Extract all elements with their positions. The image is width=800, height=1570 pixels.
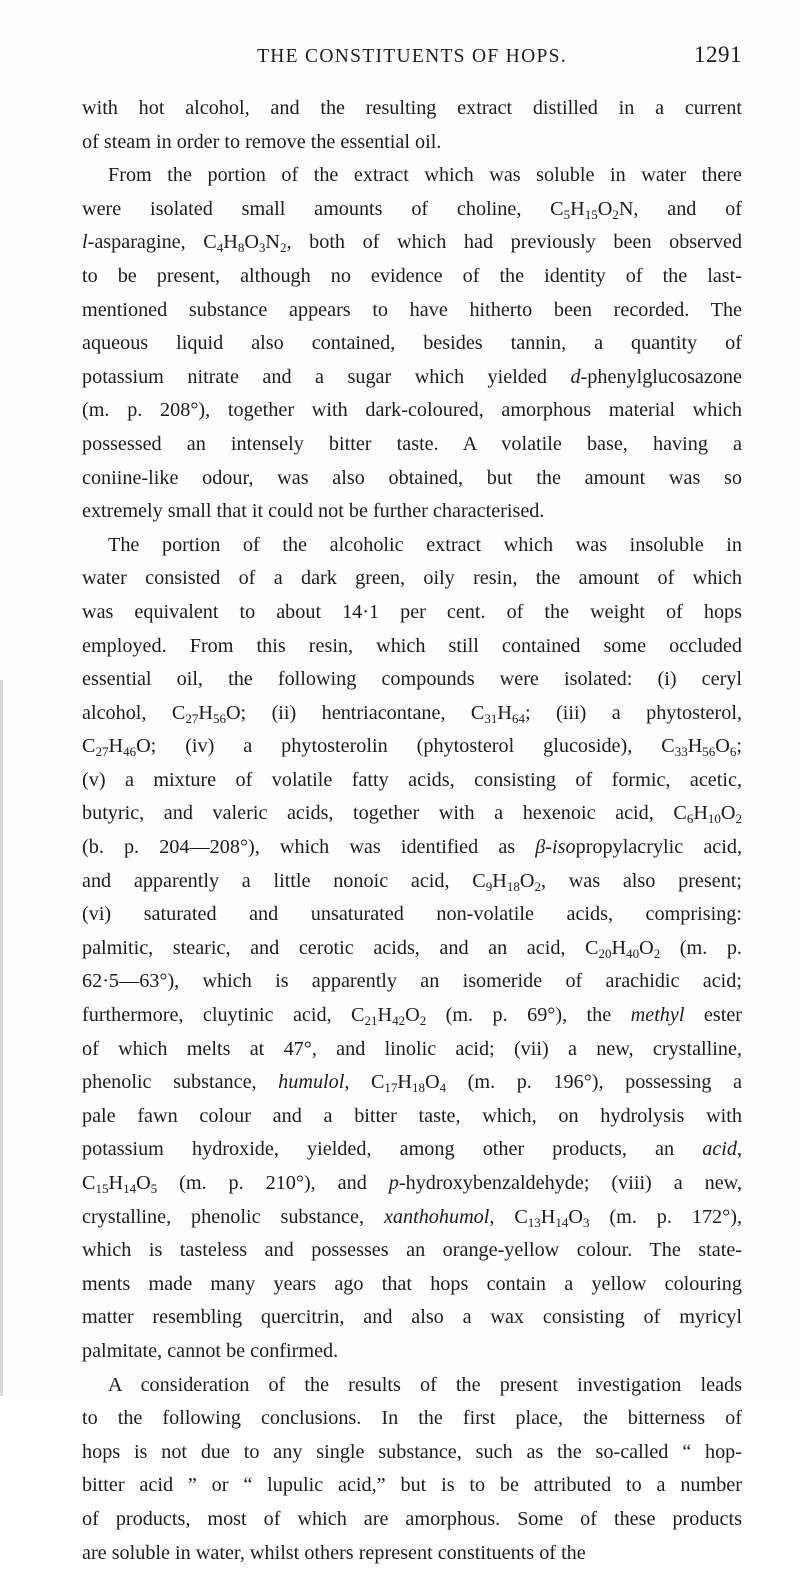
text-line: of products, most of which are amorphous. Some of these products <box>82 1507 742 1530</box>
paragraph <box>82 529 742 1369</box>
text-line: bitter acid ” or “ lupulic acid,” but is to be attributed to a number <box>82 1474 742 1497</box>
text-line: employed. From this resin, which still contained some occluded <box>82 634 742 657</box>
text-line: was equivalent to about 14·1 per cent. of the weight of hops <box>82 600 742 623</box>
text-line: of which melts at 47°, and linolic acid; (vii) a new, crystalline, <box>82 1037 742 1060</box>
text-line: potassium hydroxide, yielded, among other products, an acid, <box>82 1138 742 1161</box>
text-line: phenolic substance, humulol, $C_{17}H_{18}O_4$ (m. p. 196°), possessing a <box>82 1071 742 1096</box>
text-line: to the following conclusions. In the first place, the bitterness of <box>82 1407 742 1430</box>
text-line: were isolated small amounts of choline, $C_5H_{15}O_2N$, and of <box>82 197 742 222</box>
text-line: coniine-like odour, was also obtained, but the amount was so <box>82 466 742 489</box>
page-edge-shadow <box>0 680 3 1396</box>
text-line: l-asparagine, $C_4H_8O_3N_2$, both of which had previously been observed <box>82 231 742 256</box>
paragraph <box>82 92 742 159</box>
page-number: 1291 <box>694 42 742 67</box>
text-line: From the portion of the extract which was soluble in water there <box>108 164 742 187</box>
text-line: potassium nitrate and a sugar which yielded d-phenylglucosazone <box>82 365 742 388</box>
text-line: A consideration of the results of the present investigation leads <box>108 1373 742 1396</box>
running-title: THE CONSTITUENTS OF HOPS. <box>257 46 567 67</box>
text-line: furthermore, cluytinic acid, $C_{21}H_{42}O_2$ (m. p. 69°), the methyl ester <box>82 1004 743 1029</box>
text-line: to be present, although no evidence of the identity of the last- <box>82 264 742 287</box>
text-line: mentioned substance appears to have hitherto been recorded. The <box>82 298 742 321</box>
text-line: extremely small that it could not be further characterised. <box>82 500 545 523</box>
text-line: The portion of the alcoholic extract which was insoluble in <box>108 533 742 556</box>
text-line: which is tasteless and possesses an orange-yellow colour. The state- <box>82 1239 742 1262</box>
text-line: $C_{15}H_{14}O_5$ (m. p. 210°), and p-hydroxybenzaldehyde; (viii) a new, <box>82 1172 742 1196</box>
text-line: 62·5—63°), which is apparently an isomeride of arachidic acid; <box>82 970 742 993</box>
text-line: with hot alcohol, and the resulting extract distilled in a current <box>82 97 742 119</box>
paragraph <box>82 1369 742 1570</box>
text-line: palmitic, stearic, and cerotic acids, and an acid, $C_{20}H_{40}O_2$ (m. p. <box>82 936 742 961</box>
text-line: of steam in order to remove the essential oil. <box>82 130 442 153</box>
text-line: butyric, and valeric acids, together with a hexenoic acid, $C_6H_{10}O_2$ <box>82 802 742 827</box>
text-line: (v) a mixture of volatile fatty acids, consisting of formic, acetic, <box>82 768 742 791</box>
text-line: crystalline, phenolic substance, xanthohumol, $C_{13}H_{14}O_3$ (m. p. 172°), <box>82 1205 742 1230</box>
text-line: are soluble in water, whilst others represent constituents of the <box>82 1541 586 1564</box>
paragraph <box>82 159 742 529</box>
text-line: ments made many years ago that hops contain a yellow colouring <box>82 1272 742 1295</box>
text-line: water consisted of a dark green, oily resin, the amount of which <box>82 567 742 590</box>
text-line: essential oil, the following compounds were isolated: (i) ceryl <box>82 668 742 691</box>
text-line: matter resembling quercitrin, and also a wax consisting of myricyl <box>82 1306 742 1329</box>
text-line: (m. p. 208°), together with dark-coloured, amorphous material which <box>82 399 742 422</box>
text-line: hops is not due to any single substance, such as the so-called “ hop- <box>82 1440 742 1463</box>
page-header <box>82 38 742 74</box>
text-line: alcohol, $C_{27}H_{56}O$; (ii) hentriacontane, $C_{31}H_{64}$; (iii) a phytosterol, <box>82 701 742 726</box>
text-line: (b. p. 204—208°), which was identified as β-isopropylacrylic acid, <box>82 836 742 859</box>
text-line: possessed an intensely bitter taste. A volatile base, having a <box>82 432 742 455</box>
text-line: and apparently a little nonoic acid, $C_9H_{18}O_2$, was also present; <box>82 869 743 894</box>
text-line: (vi) saturated and unsaturated non-volatile acids, comprising: <box>82 903 742 926</box>
text-line: palmitate, cannot be confirmed. <box>82 1339 339 1362</box>
body-text <box>82 92 742 1570</box>
text-line: $C_{27}H_{46}O$; (iv) a phytosterolin (phytosterol glucoside), $C_{33}H_{56}O_6$; <box>82 735 742 760</box>
text-line: aqueous liquid also contained, besides tannin, a quantity of <box>82 332 742 355</box>
text-line: pale fawn colour and a bitter taste, which, on hydrolysis with <box>82 1104 742 1127</box>
